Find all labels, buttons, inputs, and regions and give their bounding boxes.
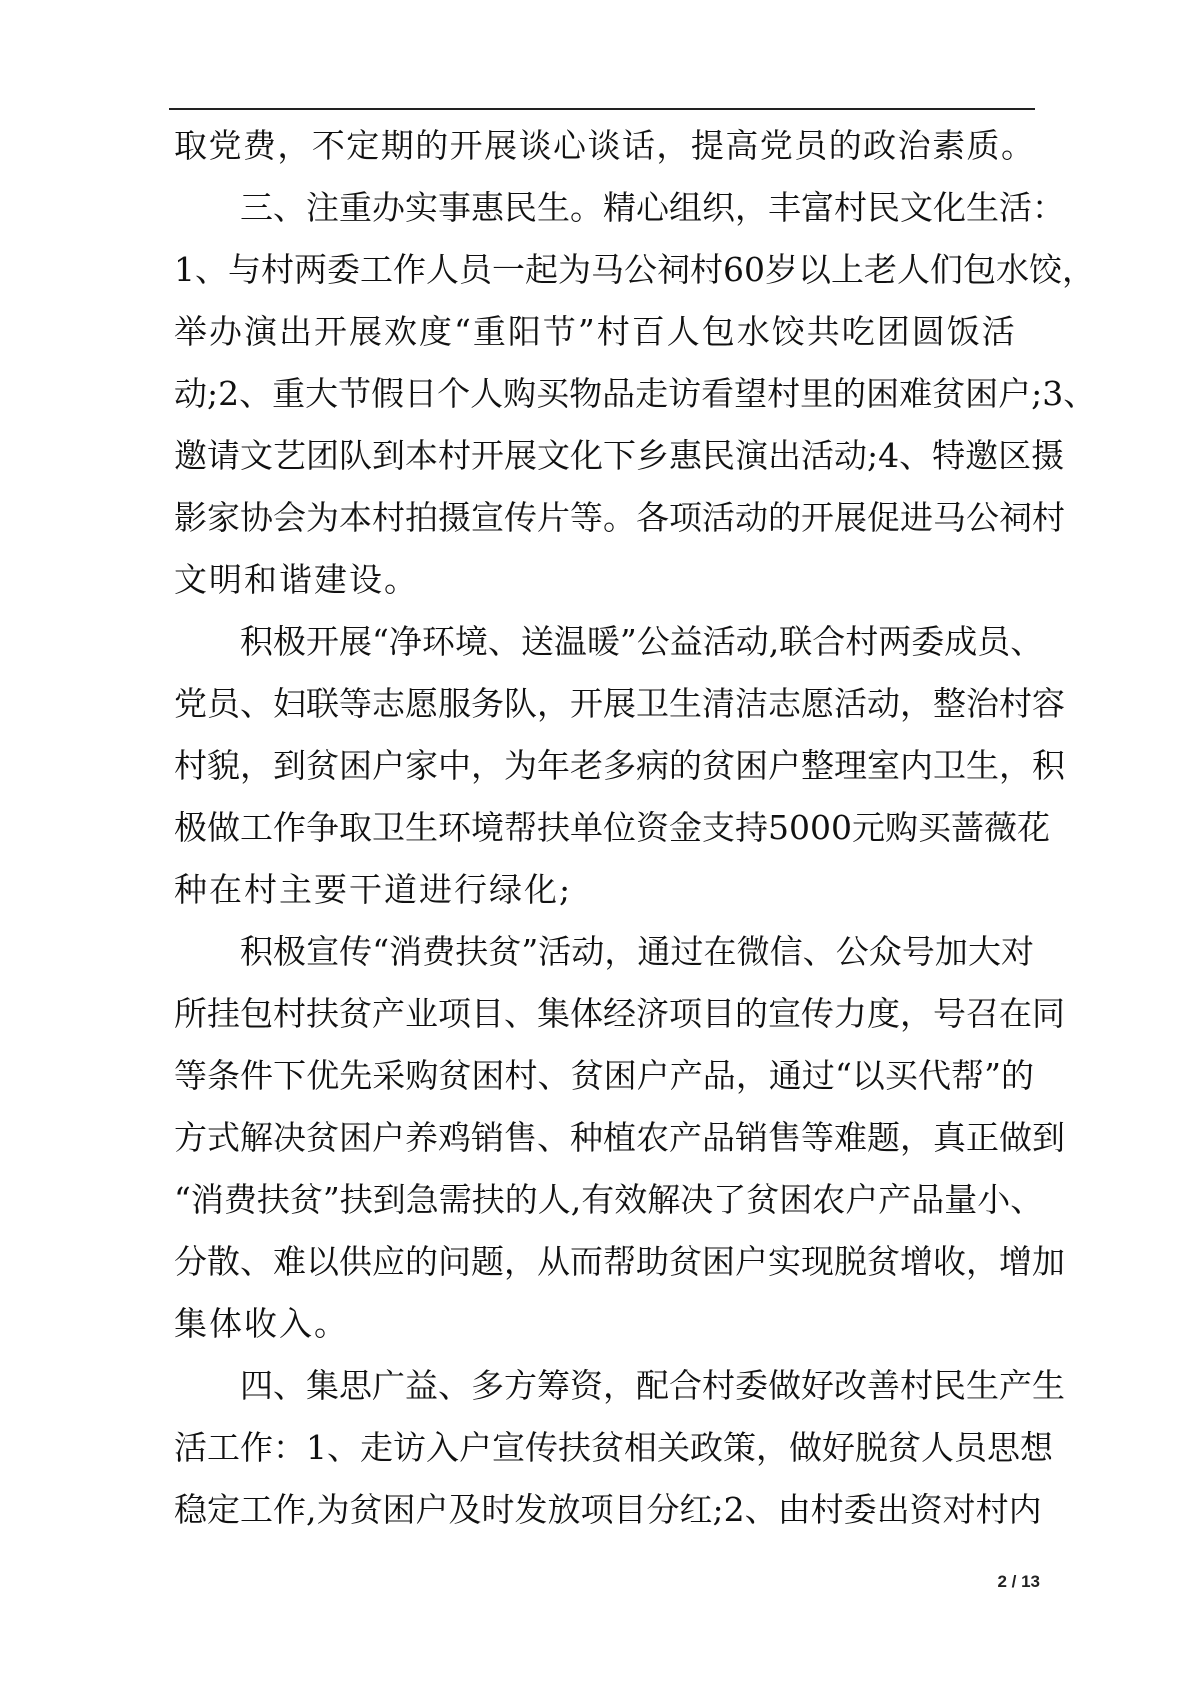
text-line: 影家协会为本村拍摄宣传片等。各项活动的开展促进马公祠村 bbox=[174, 498, 1065, 537]
text-line: 种在村主要干道进行绿化; bbox=[174, 870, 573, 909]
text-line: 邀请文艺团队到本村开展文化下乡惠民演出活动;4、特邀区摄 bbox=[174, 436, 1065, 475]
text-line: 三、注重办实事惠民生。精心组织，丰富村民文化生活： bbox=[240, 188, 1065, 227]
text-line: 举办演出开展欢度“重阳节”村百人包水饺共吃团圆饭活 bbox=[174, 312, 1017, 351]
text-line: 取党费，不定期的开展谈心谈话，提高党员的政治素质。 bbox=[174, 126, 1034, 165]
text-line: 活工作：1、走访入户宣传扶贫相关政策，做好脱贫人员思想 bbox=[174, 1428, 1053, 1467]
header-rule bbox=[169, 108, 1035, 110]
text-line: 等条件下优先采购贫困村、贫困户产品，通过“以买代帮”的 bbox=[174, 1056, 1034, 1095]
text-line: 所挂包村扶贫产业项目、集体经济项目的宣传力度，号召在同 bbox=[174, 994, 1065, 1033]
text-line: 积极开展“净环境、送温暖”公益活动,联合村两委成员、 bbox=[240, 622, 1044, 661]
text-line: 稳定工作,为贫困户及时发放项目分红;2、由村委出资对村内 bbox=[174, 1490, 1042, 1529]
text-line: 动;2、重大节假日个人购买物品走访看望村里的困难贫困户;3、 bbox=[174, 374, 1097, 413]
text-line: 积极宣传“消费扶贫”活动，通过在微信、公众号加大对 bbox=[240, 932, 1034, 971]
text-line: 方式解决贫困户养鸡销售、种植农产品销售等难题，真正做到 bbox=[174, 1118, 1065, 1157]
text-line: 分散、难以供应的问题，从而帮助贫困户实现脱贫增收，增加 bbox=[174, 1242, 1065, 1281]
text-line: 集体收入。 bbox=[174, 1304, 349, 1343]
text-line: 1、与村两委工作人员一起为马公祠村60岁以上老人们包水饺， bbox=[174, 250, 1095, 289]
text-line: 村貌，到贫困户家中，为年老多病的贫困户整理室内卫生，积 bbox=[174, 746, 1065, 785]
page-number: 2 / 13 bbox=[997, 1572, 1040, 1591]
text-line: 党员、妇联等志愿服务队，开展卫生清洁志愿活动，整治村容 bbox=[174, 684, 1065, 723]
text-line: “消费扶贫”扶到急需扶的人,有效解决了贫困农户产品量小、 bbox=[174, 1180, 1044, 1219]
document-body bbox=[174, 115, 1097, 1541]
text-line: 极做工作争取卫生环境帮扶单位资金支持5000元购买蔷薇花 bbox=[174, 808, 1050, 847]
text-line: 四、集思广益、多方筹资，配合村委做好改善村民生产生 bbox=[240, 1366, 1065, 1405]
text-line: 文明和谐建设。 bbox=[174, 560, 419, 599]
